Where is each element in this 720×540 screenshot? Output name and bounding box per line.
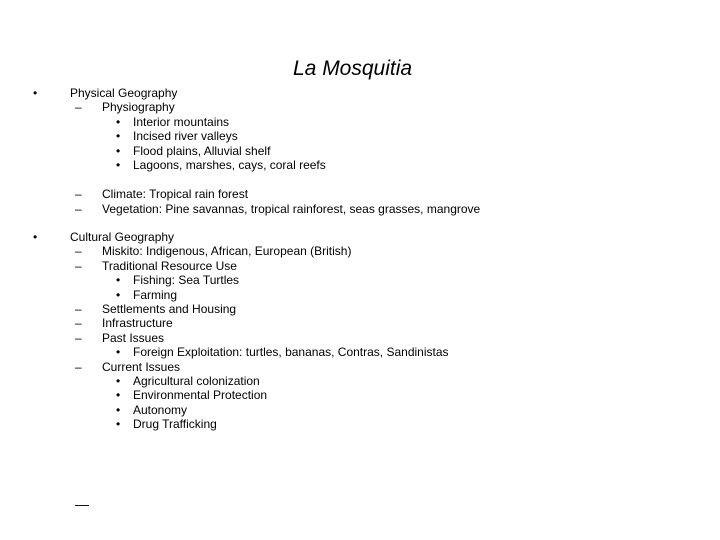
list-item: Incised river valleys	[133, 129, 238, 143]
list-item: Farming	[133, 288, 178, 302]
dash-marker: –	[75, 331, 82, 345]
bullet-marker: •	[116, 273, 121, 287]
dash-marker: –	[75, 244, 82, 258]
heading-physical-geography: Physical Geography	[70, 86, 178, 100]
bullet-marker: •	[116, 158, 121, 172]
past-issues-label: Past Issues	[102, 331, 165, 345]
list-item: Drug Trafficking	[133, 417, 217, 431]
current-issues-label: Current Issues	[102, 360, 181, 374]
dash-marker: –	[75, 316, 82, 330]
list-item: Foreign Exploitation: turtles, bananas, Contras, Sandinistas	[133, 345, 449, 359]
list-item: Interior mountains	[133, 115, 230, 129]
resource-use-label: Traditional Resource Use	[102, 259, 237, 273]
dash-marker: –	[75, 360, 82, 374]
dash-marker: –	[75, 259, 82, 273]
list-item: Flood plains, Alluvial shelf	[133, 144, 271, 158]
bullet-marker: •	[116, 403, 121, 417]
list-item: Environmental Protection	[133, 388, 268, 402]
infrastructure-line: Infrastructure	[102, 316, 173, 330]
miskito-line: Miskito: Indigenous, African, European (British)	[102, 244, 352, 258]
bullet-marker: •	[116, 115, 121, 129]
bullet-marker: •	[116, 345, 121, 359]
dash-marker: –	[75, 302, 82, 316]
list-item: Lagoons, marshes, cays, coral reefs	[133, 158, 326, 172]
bullet-marker: •	[116, 129, 121, 143]
list-item: Fishing: Sea Turtles	[133, 273, 240, 287]
heading-cultural-geography: Cultural Geography	[70, 230, 175, 244]
bullet-marker: •	[116, 388, 121, 402]
bullet-marker: •	[33, 86, 38, 100]
bullet-marker: •	[116, 288, 121, 302]
trailing-dash: —	[75, 496, 89, 512]
list-item: Autonomy	[133, 403, 188, 417]
slide-title: La Mosquitia	[293, 57, 413, 80]
list-item: Agricultural colonization	[133, 374, 260, 388]
dash-marker: –	[75, 187, 82, 201]
bullet-marker: •	[116, 144, 121, 158]
settlements-line: Settlements and Housing	[102, 302, 237, 316]
bullet-marker: •	[116, 417, 121, 431]
vegetation-line: Vegetation: Pine savannas, tropical rainforest, seas grasses, mangrove	[102, 202, 481, 216]
dash-marker: –	[75, 202, 82, 216]
climate-line: Climate: Tropical rain forest	[102, 187, 249, 201]
dash-marker: –	[75, 100, 82, 114]
bullet-marker: •	[116, 374, 121, 388]
bullet-marker: •	[33, 230, 38, 244]
physiography-label: Physiography	[102, 100, 175, 114]
